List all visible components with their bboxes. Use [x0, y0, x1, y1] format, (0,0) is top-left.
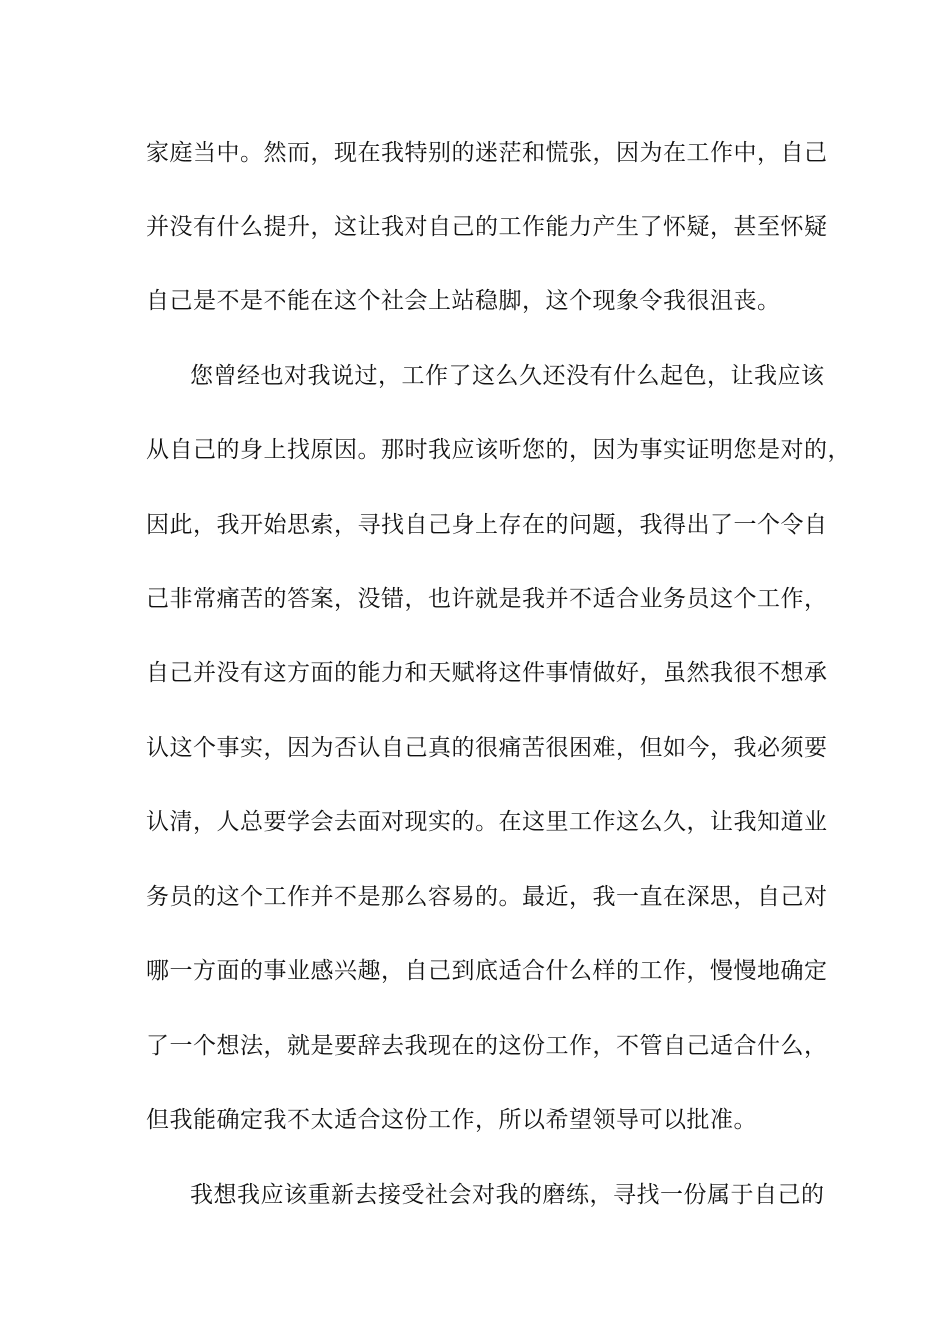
text-line-6: 因此，我开始思索，寻找自己身上存在的问题，我得出了一个令自	[146, 512, 828, 538]
paragraph-2-line-1: 您曾经也对我说过，工作了这么久还没有什么起色，让我应该	[190, 363, 825, 389]
text-line-5: 从自己的身上找原因。那时我应该听您的，因为事实证明您是对的，	[146, 437, 851, 463]
text-line-13: 了一个想法，就是要辞去我现在的这份工作，不管自己适合什么，	[146, 1033, 828, 1059]
text-line-2: 并没有什么提升，这让我对自己的工作能力产生了怀疑，甚至怀疑	[146, 214, 828, 240]
text-line-1: 家庭当中。然而，现在我特别的迷茫和慌张，因为在工作中，自己	[146, 140, 828, 166]
text-line-10: 认清，人总要学会去面对现实的。在这里工作这么久，让我知道业	[146, 809, 828, 835]
text-line-11: 务员的这个工作并不是那么容易的。最近，我一直在深思，自己对	[146, 884, 828, 910]
text-line-3: 自己是不是不能在这个社会上站稳脚，这个现象令我很沮丧。	[146, 288, 781, 314]
text-line-9: 认这个事实，因为否认自己真的很痛苦很困难，但如今，我必须要	[146, 735, 828, 761]
text-line-7: 己非常痛苦的答案，没错，也许就是我并不适合业务员这个工作，	[146, 586, 828, 612]
text-line-14: 但我能确定我不太适合这份工作，所以希望领导可以批准。	[146, 1107, 757, 1133]
text-line-12: 哪一方面的事业感兴趣，自己到底适合什么样的工作，慢慢地确定	[146, 958, 828, 984]
paragraph-3-line-1: 我想我应该重新去接受社会对我的磨练，寻找一份属于自己的	[190, 1182, 825, 1208]
text-line-8: 自己并没有这方面的能力和天赋将这件事情做好，虽然我很不想承	[146, 660, 828, 686]
